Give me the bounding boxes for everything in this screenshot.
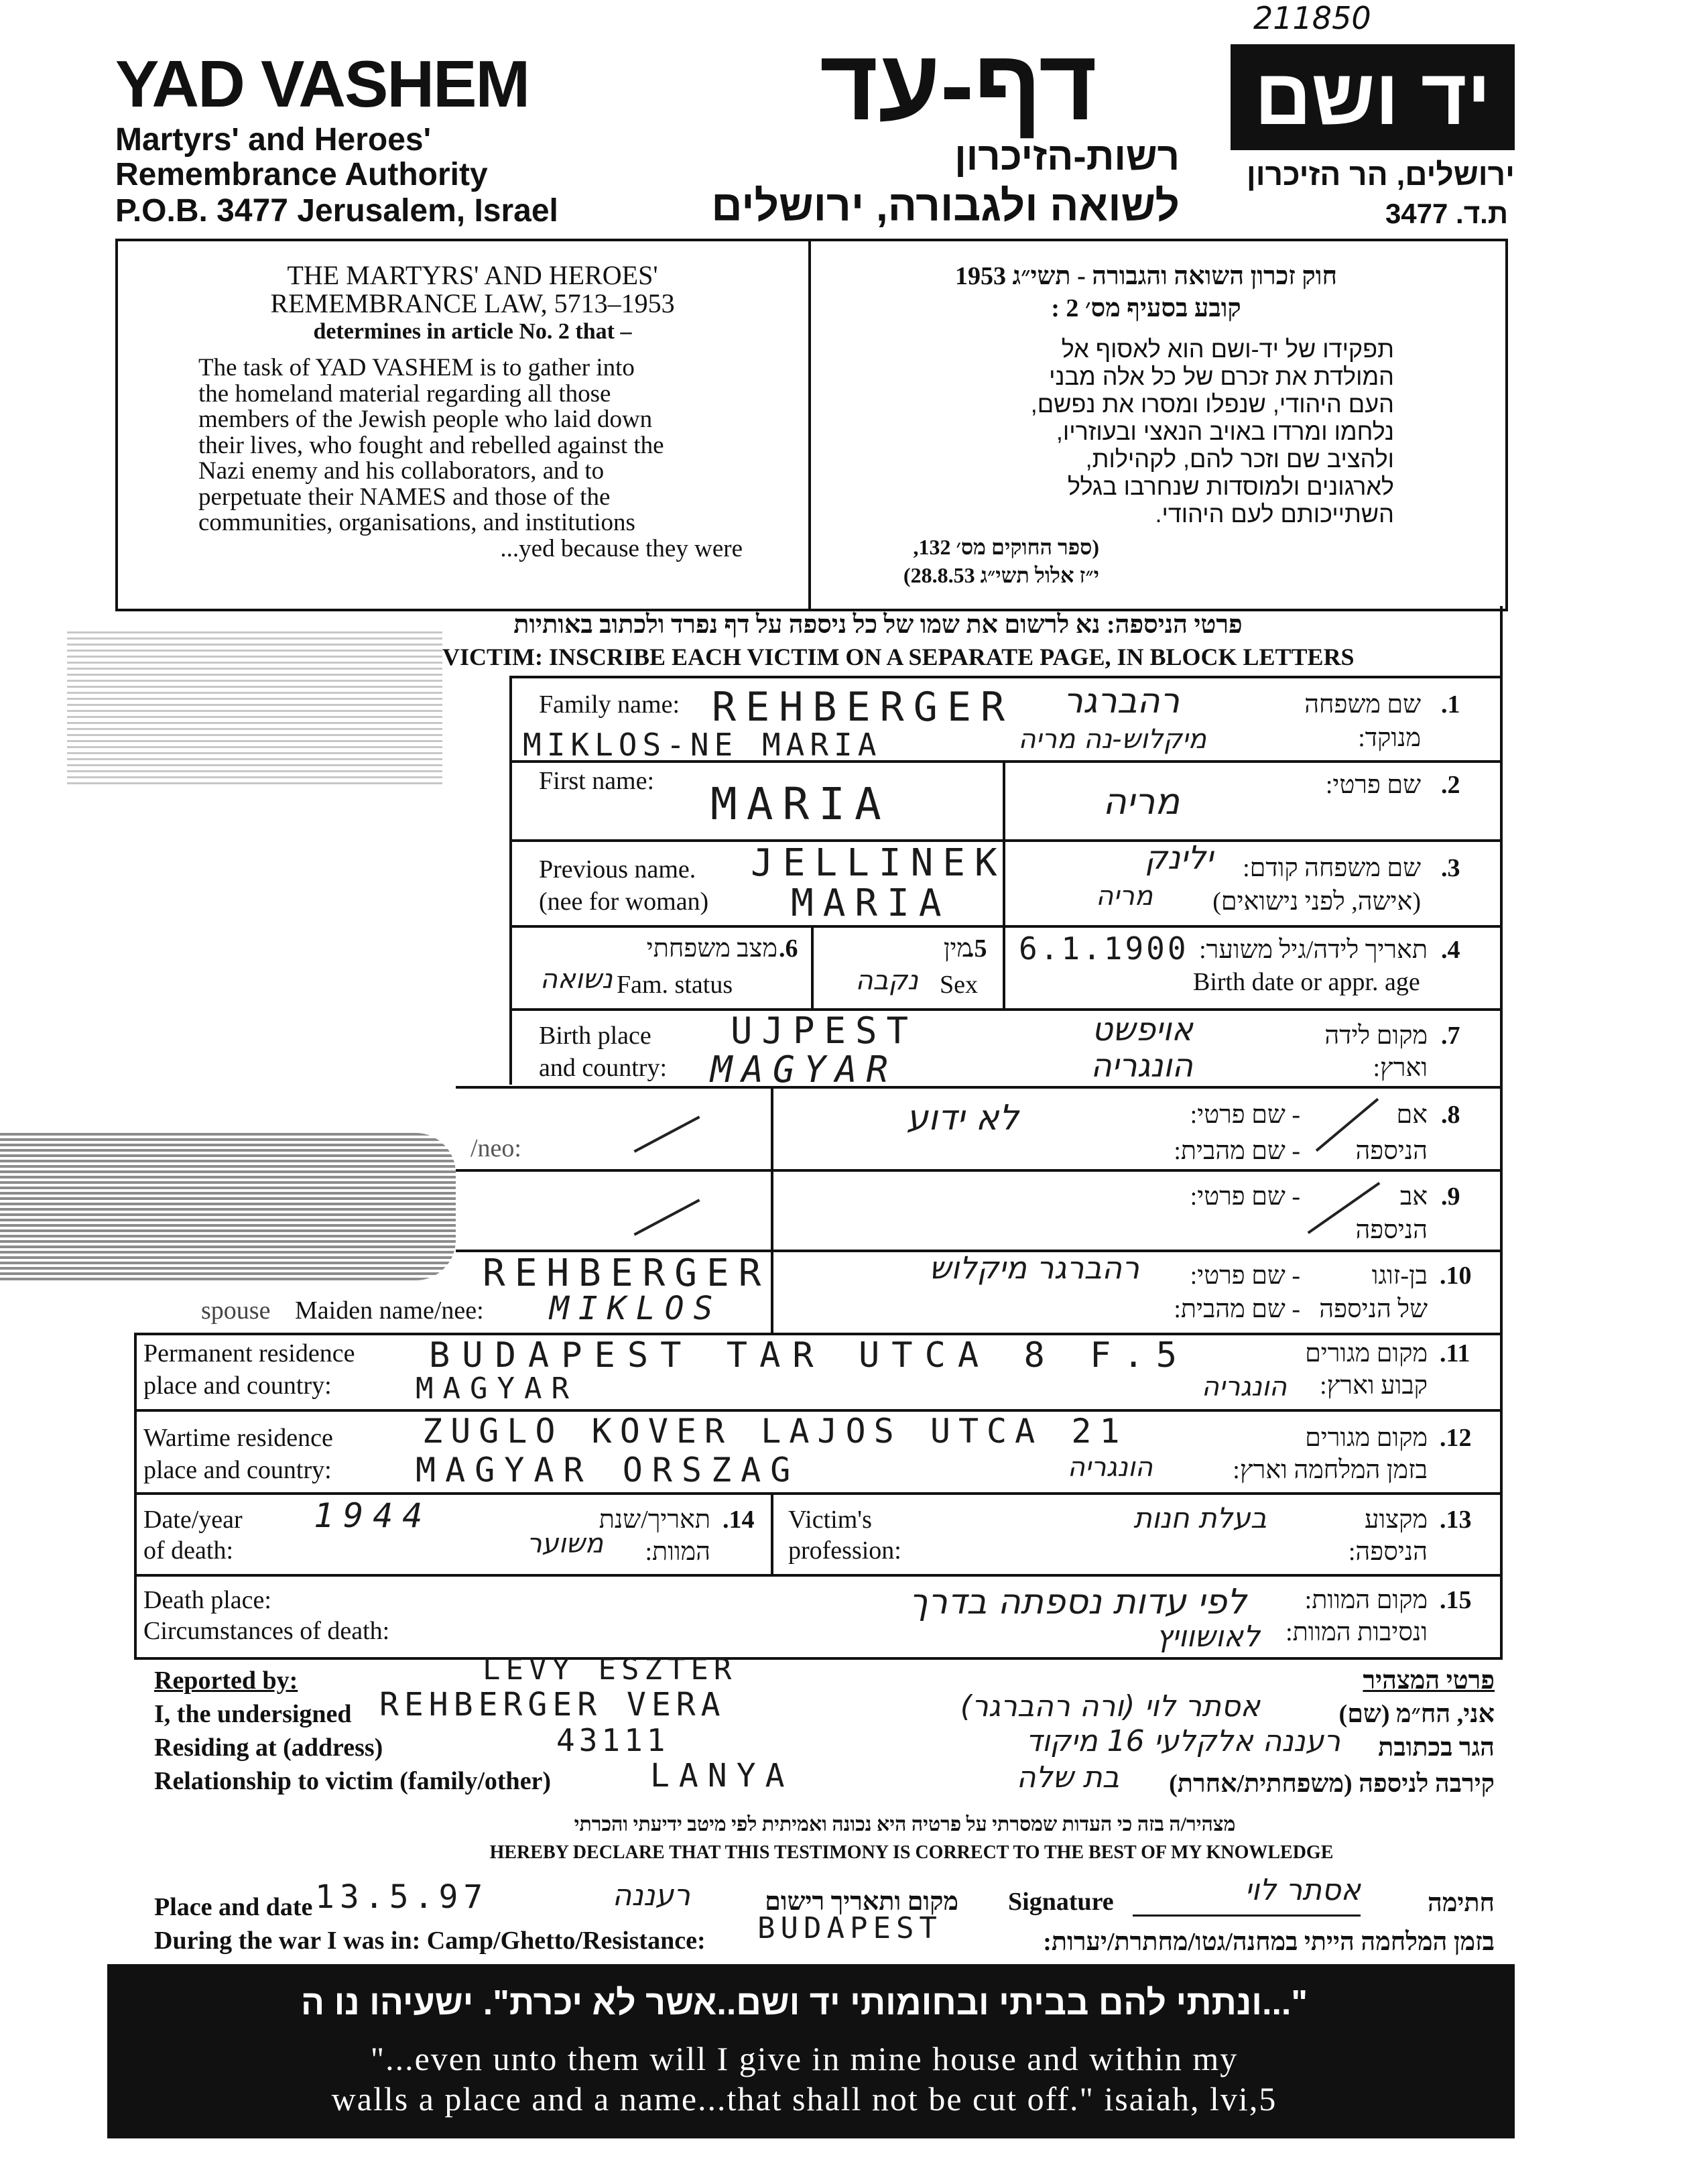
war-location-value[interactable]: BUDAPEST xyxy=(757,1911,942,1945)
previous-name-label: Previous name. xyxy=(539,855,696,884)
profession-label: Victim's xyxy=(788,1506,872,1534)
father-first-name-label: - שם פרטי: xyxy=(1190,1182,1300,1211)
field-number-7: .7 xyxy=(1441,1022,1460,1050)
law-en-line: perpetuate their NAMES and those of the xyxy=(198,483,611,511)
wartime-residence-hebrew-label-2: בזמן המלחמה וארץ: xyxy=(1233,1456,1428,1484)
permanent-residence-value[interactable]: BUDAPEST TAR UTCA 8 F.5 xyxy=(429,1335,1190,1376)
relationship-hebrew-label: קירבה לניספה (משפחתית/אחרת) xyxy=(1169,1770,1495,1798)
law-hebrew xyxy=(844,260,1448,324)
death-date-hebrew-value[interactable]: משוער xyxy=(526,1528,603,1559)
spouse-hebrew-label-2: של הניספה xyxy=(1319,1295,1428,1323)
death-place-hebrew-label: מקום המוות: xyxy=(1304,1586,1428,1614)
family-name-hebrew-value-2[interactable]: מיקלוש-נה מריה xyxy=(1018,724,1206,755)
scan-smudge-2 xyxy=(0,1133,456,1280)
birth-place-hebrew-label: מקום לידה xyxy=(1324,1022,1428,1050)
row-line-12 xyxy=(134,1657,1503,1660)
sex-hebrew-label: מין xyxy=(943,934,972,963)
mother-dash-mark xyxy=(633,1115,700,1152)
first-name-value[interactable]: MARIA xyxy=(710,778,891,830)
place-date-value[interactable]: 13.5.97 xyxy=(315,1878,489,1916)
law-en-title-2: REMEMBRANCE LAW, 5713–1953 xyxy=(270,288,675,318)
field-number-5: .5 xyxy=(968,934,987,963)
family-name-hebrew-label-2: מנוקד: xyxy=(1358,724,1421,752)
law-he-line: תפקידו של יד-ושם הוא לאסוף אל xyxy=(1061,335,1394,363)
field-number-3: .3 xyxy=(1441,854,1460,882)
yad-vashem-logo xyxy=(1231,44,1515,150)
mother-hebrew-label-2: הניספה xyxy=(1355,1137,1428,1165)
war-location-hebrew-label: בזמן המלחמה הייתי במחנה/גטו/מחתרת/יערות: xyxy=(1043,1928,1495,1956)
profession-hebrew-label-2: הניספה: xyxy=(1348,1538,1428,1566)
law-he-title-1: חוק זכרון השואה והגבורה - תשי״ג 1953 xyxy=(955,262,1337,290)
law-en-line: communities, organisations, and institutions xyxy=(198,509,635,536)
birth-place-value[interactable]: UJPEST xyxy=(731,1010,918,1052)
form-right-border xyxy=(1500,606,1503,1660)
permanent-residence-label: Permanent residence xyxy=(143,1339,355,1368)
instructions-english: VICTIM: INSCRIBE EACH VICTIM ON A SEPARATE PAGE, IN BLOCK LETTERS xyxy=(442,644,1355,670)
law-en-line: their lives, who fought and rebelled against the xyxy=(198,431,664,459)
yad-vashem-subtitle-1: Martyrs' and Heroes' xyxy=(115,122,431,158)
previous-name-hebrew-label-2: (אישה, לפני נישואים) xyxy=(1212,888,1421,916)
birth-place-country-hebrew-value[interactable]: הונגריה xyxy=(1090,1047,1193,1085)
law-en-line: The task of YAD VASHEM is to gather into xyxy=(198,354,635,381)
mother-hebrew-label: אם xyxy=(1396,1101,1428,1129)
war-location-label: During the war I was in: Camp/Ghetto/Resistance: xyxy=(154,1927,706,1955)
logo-address-line-1: ירושלים, הר הזיכרון xyxy=(1246,157,1515,192)
law-hebrew-body xyxy=(912,335,1394,528)
field-number-10: .10 xyxy=(1440,1262,1472,1290)
row-line-0 xyxy=(509,676,1503,678)
mother-first-name-hebrew-value[interactable]: לא ידוע xyxy=(906,1098,1019,1138)
law-he-line: לארגונים ולמוסדות שנחרבו בגלל xyxy=(1067,473,1394,500)
law-en-line: members of the Jewish people who laid down xyxy=(198,406,653,433)
spouse-maiden-name-label: Maiden name/nee: xyxy=(295,1296,484,1325)
spouse-first-name-label: - שם פרטי: xyxy=(1190,1262,1300,1290)
previous-name-hebrew-label: שם משפחה קודם: xyxy=(1243,854,1421,882)
death-date-label-2: of death: xyxy=(143,1536,234,1565)
spouse-label: spouse xyxy=(201,1296,271,1325)
father-hebrew-label: אב xyxy=(1399,1182,1428,1211)
address-hebrew-value[interactable]: רעננה אלקלעי 16 מיקוד xyxy=(1025,1724,1340,1758)
reported-by-title: Reported by: xyxy=(154,1666,298,1695)
permanent-residence-hebrew-label: מקום מגורים xyxy=(1305,1339,1428,1368)
law-en-title-1: THE MARTYRS' AND HEROES' xyxy=(287,260,658,290)
declaration-english: HEREBY DECLARE THAT THIS TESTIMONY IS CORRECT TO THE BEST OF MY KNOWLEDGE xyxy=(489,1842,1334,1863)
family-name-hebrew-label: שם משפחה xyxy=(1304,690,1421,719)
reporter-name-value[interactable]: REHBERGER VERA xyxy=(379,1686,726,1723)
wartime-residence-label-2: place and country: xyxy=(143,1456,332,1484)
permanent-residence-country-value[interactable]: MAGYAR xyxy=(416,1372,578,1406)
place-date-hebrew-label: מקום ותאריך רישום xyxy=(765,1888,958,1916)
law-he-ref-1: (ספר החוקים מס׳ 132, xyxy=(913,535,1099,559)
wartime-residence-label: Wartime residence xyxy=(143,1424,333,1452)
first-name-label: First name: xyxy=(539,767,655,795)
spouse-first-name-hebrew-value[interactable]: רהברגר מיקלוש xyxy=(929,1250,1139,1286)
death-date-hebrew-label: תאריך/שנת xyxy=(599,1506,710,1534)
field-number-14: .14 xyxy=(723,1506,755,1534)
law-he-line: העם היהודי, שנפלו ומסרו את נפשם, xyxy=(1030,390,1394,418)
law-en-line: ...yed because they were xyxy=(500,534,743,562)
field-number-1: .1 xyxy=(1441,690,1460,719)
death-place-hebrew-value[interactable]: לפי עדות נספתה בדרך xyxy=(909,1582,1247,1622)
undersigned-label: I, the undersigned xyxy=(154,1700,352,1728)
spouse-maiden-name-value[interactable]: MIKLOS xyxy=(550,1290,723,1327)
field-number-6: .6 xyxy=(779,934,798,963)
relationship-label: Relationship to victim (family/other) xyxy=(154,1767,552,1795)
death-place-hebrew-value-2[interactable]: לאושוויץ xyxy=(1155,1620,1260,1654)
undersigned-hebrew-label: אני, הח״מ (שם) xyxy=(1338,1700,1495,1728)
mother-left-label: /neo: xyxy=(471,1134,521,1162)
field-number-11: .11 xyxy=(1440,1339,1470,1368)
spouse-family-name-value[interactable]: REHBERGER xyxy=(483,1252,771,1295)
wartime-residence-hebrew-value[interactable]: הונגריה xyxy=(1067,1452,1153,1483)
family-name-label: Family name: xyxy=(539,690,680,719)
field-number-12: .12 xyxy=(1440,1424,1472,1452)
first-name-hebrew-label: שם פרטי: xyxy=(1325,771,1421,799)
field-number-13: .13 xyxy=(1440,1506,1472,1534)
spouse-hebrew-label: בן-זוגו xyxy=(1371,1262,1428,1290)
birth-date-value[interactable]: 6.1.1900 xyxy=(1019,930,1189,967)
reporter-name-hebrew-value[interactable]: אסתר לוי (ורה רהברגר) xyxy=(960,1689,1260,1723)
yad-vashem-title: YAD VASHEM xyxy=(115,47,529,121)
relationship-value[interactable]: LANYA xyxy=(650,1757,794,1795)
birth-place-label-2: and country: xyxy=(539,1054,668,1082)
address-label: Residing at (address) xyxy=(154,1734,383,1762)
permanent-residence-hebrew-label-2: קבוע וארץ: xyxy=(1320,1372,1428,1400)
profession-hebrew-label: מקצוע xyxy=(1365,1506,1428,1534)
law-en-title-3: determines in article No. 2 that – xyxy=(313,319,632,344)
logo-address-line-2: ת.ד. 3477 xyxy=(1385,198,1508,229)
col-divider-5-6 xyxy=(811,925,814,1008)
marital-status-hebrew-value[interactable]: נשואה xyxy=(540,964,613,995)
previous-name-hebrew-value[interactable]: ילינק xyxy=(1144,839,1213,877)
birth-date-hebrew-label: תאריך לידה/גיל משוער: xyxy=(1199,936,1428,964)
field-number-4: .4 xyxy=(1441,936,1460,964)
instructions-hebrew: פרטי הניספה: נא לרשום את שמו של כל ניספה על דף נפרד ולכתוב באותיות xyxy=(513,611,1243,639)
row-line-3 xyxy=(509,925,1503,928)
signature-line xyxy=(1133,1915,1361,1917)
law-en-line: Nazi enemy and his collaborators, and to xyxy=(198,457,605,485)
law-box-divider xyxy=(808,239,811,609)
place-date-hebrew-value[interactable]: רעננה xyxy=(612,1878,690,1913)
permanent-residence-label-2: place and country: xyxy=(143,1372,332,1400)
law-he-line: השתייכותם לעם היהודי. xyxy=(1155,500,1394,528)
row-line-6 xyxy=(456,1169,1503,1172)
scan-smudge-1 xyxy=(67,630,442,784)
spouse-maiden-hebrew-label: - שם מהבית: xyxy=(1174,1295,1300,1323)
father-hebrew-label-2: הניספה xyxy=(1355,1216,1428,1244)
file-number-text: 211850 xyxy=(1253,0,1371,36)
sex-label: Sex xyxy=(940,971,978,999)
profession-hebrew-value[interactable]: בעלת חנות xyxy=(1133,1502,1267,1534)
law-he-title-2: קובע בסעיף מס׳ 2 : xyxy=(1051,294,1241,322)
death-circumstances-label: Circumstances of death: xyxy=(143,1617,390,1645)
row-line-4 xyxy=(509,1008,1503,1011)
law-he-line: ולהציב שם וזכר להם, לקהילות, xyxy=(1085,445,1394,473)
law-he-ref-2: י״ז אלול תשי״ג 28.8.53) xyxy=(903,563,1099,587)
footer-quote-banner xyxy=(107,1964,1515,2138)
law-english xyxy=(194,261,751,346)
address-value[interactable]: 43111 xyxy=(556,1722,670,1758)
footer-quote-english-2: walls a place and a name...that shall not be cut off." isaiah, lvi,5 xyxy=(331,2080,1277,2118)
row-line-10 xyxy=(134,1492,1503,1495)
reporter-hebrew-title: פרטי המצהיר xyxy=(1363,1666,1495,1695)
death-place-label: Death place: xyxy=(143,1586,271,1614)
father-dash-mark xyxy=(633,1199,700,1235)
hebrew-authority-line-2: לשואה ולגבורה, ירושלים xyxy=(711,182,1180,230)
profession-label-2: profession: xyxy=(788,1536,901,1565)
mother-first-name-label: - שם פרטי: xyxy=(1190,1101,1300,1129)
permanent-residence-hebrew-value[interactable]: הונגריה xyxy=(1201,1372,1287,1402)
col-divider-4 xyxy=(1003,925,1005,1008)
death-date-value[interactable]: 1944 xyxy=(314,1496,432,1535)
death-date-hebrew-label-2: המוות: xyxy=(645,1538,710,1566)
marital-status-hebrew-label: מצב משפחתי xyxy=(646,934,777,963)
signature-label: Signature xyxy=(1008,1888,1114,1916)
footer-quote-hebrew: "...ונתתי להם בביתי ובחומותי יד ושם..אשר לא יכרת". ישעיהו נו ה xyxy=(300,1984,1308,2022)
death-circumstances-hebrew-label: ונסיבות המוות: xyxy=(1286,1618,1428,1646)
footer-quote-english-1: "...even unto them will I give in mine house and within my xyxy=(370,2040,1239,2077)
previous-name-hebrew-value-2[interactable]: מריה xyxy=(1096,881,1153,912)
birth-place-hebrew-value[interactable]: אויפשט xyxy=(1091,1011,1193,1048)
family-name-value[interactable]: REHBERGER xyxy=(712,684,1015,731)
family-name-hebrew-value[interactable]: רהברגר xyxy=(1063,681,1180,721)
declaration-hebrew: מצהיר/ה בזה כי העדות שמסרתי על פרטיה היא נכונה ואמיתית לפי מיטב ידיעתי והכרתי xyxy=(574,1813,1236,1835)
col-divider-8-10 xyxy=(771,1086,773,1333)
yad-vashem-address: P.O.B. 3477 Jerusalem, Israel xyxy=(115,193,558,229)
relationship-hebrew-value[interactable]: בת שלה xyxy=(1016,1760,1119,1795)
field-number-2: .2 xyxy=(1441,771,1460,799)
handwritten-file-number xyxy=(1253,0,1371,36)
row-line-5 xyxy=(456,1086,1503,1089)
field-number-15: .15 xyxy=(1440,1586,1472,1614)
form-left-border-upper xyxy=(509,677,512,1085)
law-english-body xyxy=(198,355,743,562)
previous-name-value[interactable]: JELLINEK xyxy=(751,841,1007,885)
wartime-residence-value[interactable]: ZUGLO KOVER LAJOS UTCA 21 xyxy=(422,1412,1128,1451)
birth-place-label: Birth place xyxy=(539,1022,651,1050)
mother-maiden-name-label: - שם מהבית: xyxy=(1174,1137,1300,1165)
law-he-line: המולדת את זכרם של כל אלה מבני xyxy=(1049,363,1394,390)
field-number-9: .9 xyxy=(1441,1182,1460,1211)
birth-date-label: Birth date or appr. age xyxy=(1193,968,1420,996)
family-name-value-2[interactable]: MIKLOS-NE MARIA xyxy=(523,727,882,763)
previous-name-label-2: (nee for woman) xyxy=(539,888,709,916)
first-name-hebrew-value[interactable]: מריה xyxy=(1103,780,1180,823)
hebrew-page-title: דף-עד xyxy=(819,28,1098,141)
hebrew-authority-line-1: רשות-הזיכרון xyxy=(954,135,1180,178)
birth-place-country-value[interactable]: MAGYAR xyxy=(710,1048,898,1091)
signature-value[interactable]: אסתר לוי xyxy=(1245,1873,1361,1907)
col-divider-13-14 xyxy=(771,1492,773,1574)
death-date-label: Date/year xyxy=(143,1506,243,1534)
address-hebrew-label: הגר בכתובת xyxy=(1378,1734,1495,1762)
wartime-residence-hebrew-label: מקום מגורים xyxy=(1305,1424,1428,1452)
birth-place-hebrew-label-2: וארץ: xyxy=(1373,1054,1428,1082)
yad-vashem-subtitle-2: Remembrance Authority xyxy=(115,157,488,192)
place-date-label: Place and date xyxy=(154,1893,313,1921)
marital-status-label: Fam. status xyxy=(617,971,733,999)
law-en-line: the homeland material regarding all those xyxy=(198,379,611,408)
reporter-name-value-top[interactable]: LEVY ESZTER xyxy=(483,1652,737,1687)
field-number-8: .8 xyxy=(1441,1101,1460,1129)
sex-hebrew-value[interactable]: נקבה xyxy=(855,965,918,996)
form-left-border-lower xyxy=(134,1333,137,1657)
row-line-11 xyxy=(134,1574,1503,1577)
signature-hebrew-label: חתימה xyxy=(1427,1889,1495,1917)
law-he-line: נלחמו ומרדו באויב הנאצי ובעוזריו, xyxy=(1056,418,1394,445)
logo-text: יד ושם xyxy=(1254,53,1491,141)
wartime-residence-country-value[interactable]: MAGYAR ORSZAG xyxy=(416,1451,800,1490)
previous-name-value-2[interactable]: MARIA xyxy=(791,882,951,925)
